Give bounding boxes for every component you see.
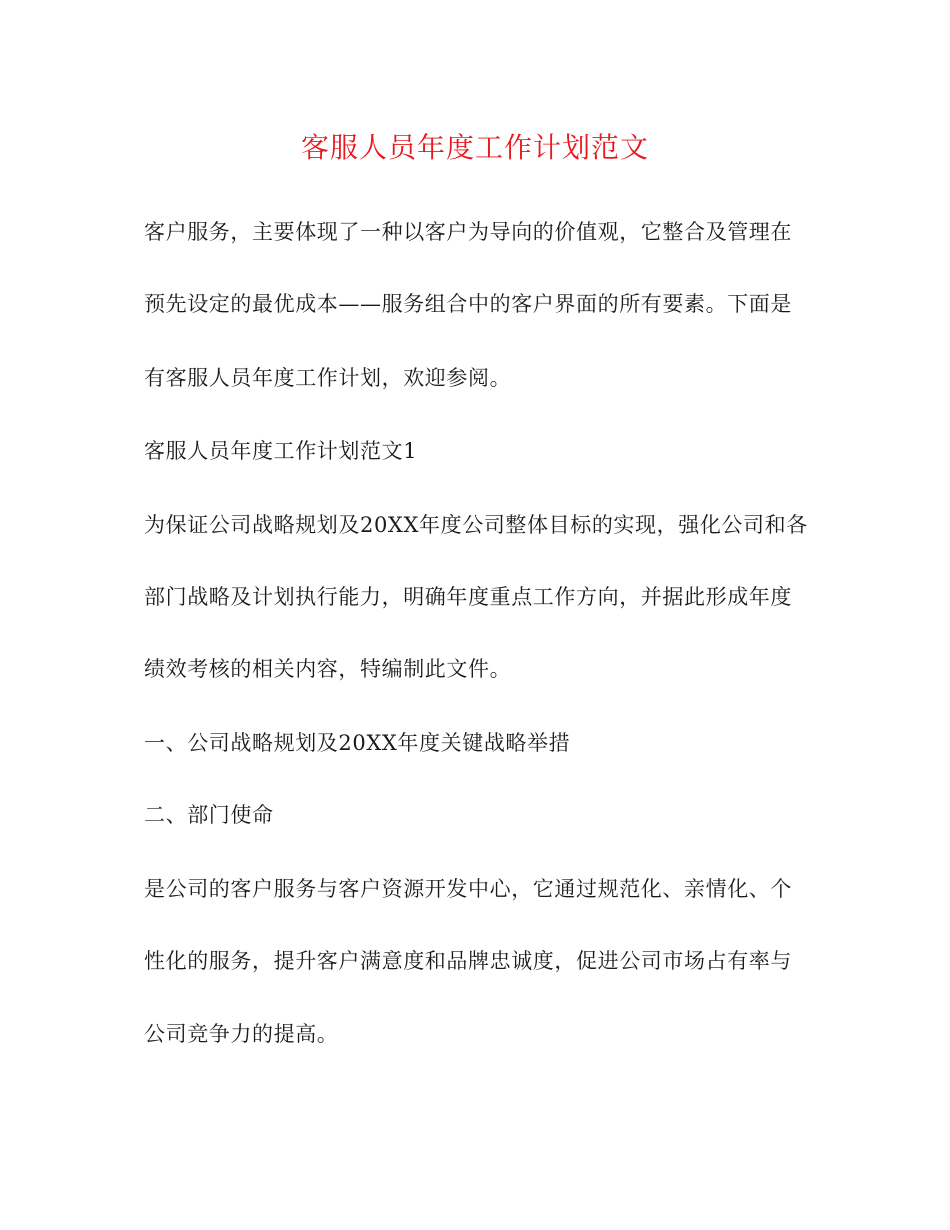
- section-heading: 二、部门使命: [144, 803, 274, 827]
- paragraph-line: 为保证公司战略规划及20XX年度公司整体目标的实现，强化公司和各: [144, 513, 808, 537]
- paragraph-line: 性化的服务，提升客户满意度和品牌忠诚度，促进公司市场占有率与: [144, 949, 792, 973]
- paragraph-line: 有客服人员年度工作计划，欢迎参阅。: [144, 366, 512, 390]
- paragraph-line: 绩效考核的相关内容，特编制此文件。: [144, 657, 512, 681]
- document-title: 客服人员年度工作计划范文: [300, 131, 649, 164]
- paragraph-line: 公司竞争力的提高。: [144, 1022, 339, 1046]
- paragraph-line: 是公司的客户服务与客户资源开发中心，它通过规范化、亲情化、个: [144, 877, 792, 901]
- paragraph-line: 部门战略及计划执行能力，明确年度重点工作方向，并据此形成年度: [144, 585, 792, 609]
- section-heading: 客服人员年度工作计划范文1: [144, 439, 418, 463]
- paragraph-line: 客户服务，主要体现了一种以客户为导向的价值观，它整合及管理在: [144, 220, 792, 244]
- paragraph-line: 预先设定的最优成本——服务组合中的客户界面的所有要素。下面是: [144, 292, 792, 316]
- section-heading: 一、公司战略规划及20XX年度关键战略举措: [144, 731, 571, 755]
